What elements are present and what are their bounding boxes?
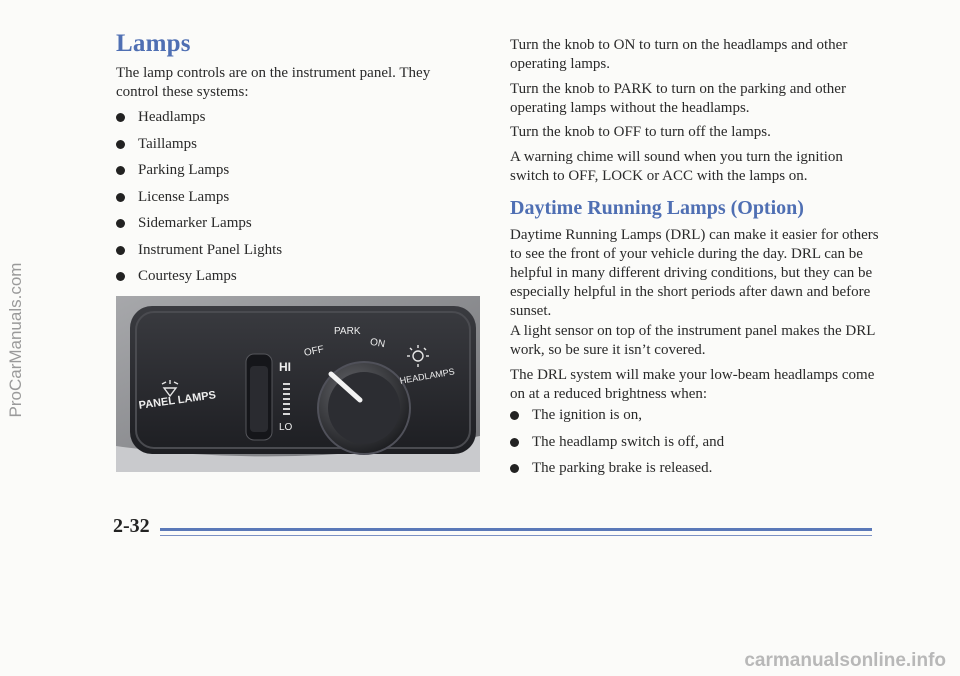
- paragraph-on: Turn the knob to ON to turn on the headlamps and other operating lamps.: [510, 37, 848, 72]
- list-item: License Lamps: [116, 188, 282, 215]
- list-item: Sidemarker Lamps: [116, 214, 282, 241]
- drl-conditions-list: [510, 406, 882, 486]
- footer-rule: [160, 528, 872, 531]
- footer-rule-thin: [160, 535, 872, 536]
- paragraph-off: Turn the knob to OFF to turn off the lamps.: [510, 124, 771, 140]
- dimmer-hi-label: HI: [279, 360, 291, 374]
- list-item: Courtesy Lamps: [116, 267, 282, 294]
- list-item: The ignition is on,: [510, 406, 882, 433]
- knob-park-label: PARK: [334, 326, 361, 337]
- paragraph-park: Turn the knob to PARK to turn on the parking and other operating lamps without the headlamps.: [510, 81, 846, 116]
- side-watermark-text: ProCarManuals.com: [6, 262, 25, 418]
- bottom-watermark: carmanualsonline.info: [744, 650, 946, 671]
- paragraph-warning-chime: A warning chime will sound when you turn the ignition switch to OFF, LOCK or ACC with the lamps on.: [510, 149, 843, 184]
- list-item: The headlamp switch is off, and: [510, 433, 882, 460]
- lamp-control-photo: [116, 296, 480, 472]
- list-item: Headlamps: [116, 108, 282, 135]
- section-heading-lamps: Lamps: [116, 30, 191, 57]
- paragraph-drl-intro: Daytime Running Lamps (DRL) can make it easier for others to see the front of your vehicle during the day. DRL can be helpful in many different driving conditions, but they can be especially helpful in the short periods after dawn and before sunset.: [510, 227, 879, 319]
- list-item: Taillamps: [116, 135, 282, 162]
- lamp-control-illustration: [116, 296, 480, 472]
- side-watermark: [6, 40, 30, 640]
- list-item: Instrument Panel Lights: [116, 241, 282, 268]
- page-number: 2-32: [113, 515, 150, 537]
- list-item: The parking brake is released.: [510, 459, 882, 486]
- dimmer-lo-label: LO: [279, 422, 293, 433]
- panel-lamps-label: PANEL LAMPS: [138, 389, 217, 412]
- paragraph-light-sensor: A light sensor on top of the instrument panel makes the DRL work, so be sure it isn’t covered.: [510, 323, 875, 358]
- knob-off-label: OFF: [303, 344, 325, 359]
- list-item: Parking Lamps: [116, 161, 282, 188]
- paragraph-drl-when: The DRL system will make your low-beam headlamps come on at a reduced brightness when:: [510, 367, 875, 402]
- lamp-systems-list: [116, 108, 282, 294]
- intro-paragraph: The lamp controls are on the instrument panel. They control these systems:: [116, 65, 431, 100]
- headlamps-label: HEADLAMPS: [399, 366, 456, 386]
- section-heading-drl: Daytime Running Lamps (Option): [510, 197, 804, 219]
- knob-on-label: ON: [369, 336, 386, 351]
